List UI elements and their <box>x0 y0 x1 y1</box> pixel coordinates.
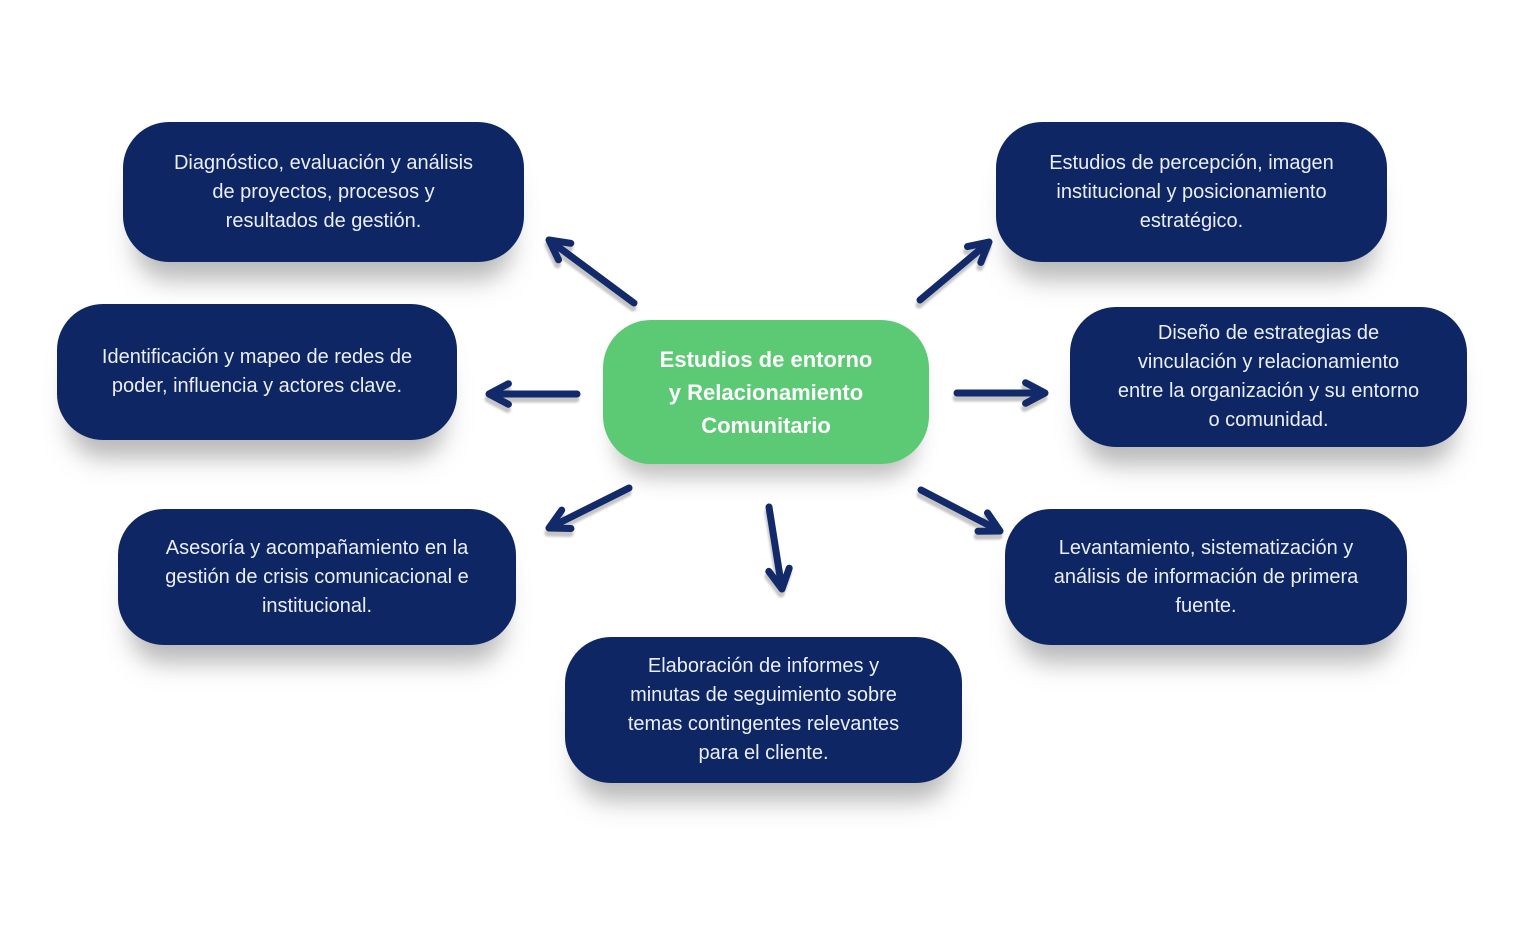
node-text <box>1049 149 1334 236</box>
node-text-line: análisis de información de primera <box>1053 565 1359 588</box>
node-text-line: Diagnóstico, evaluación y análisis <box>173 151 474 174</box>
arrow-right <box>957 383 1045 404</box>
node-text <box>174 149 473 236</box>
node-text-line: Levantamiento, sistematización y <box>1058 536 1354 559</box>
node-text <box>1118 319 1419 435</box>
node-asesoria-crisis <box>118 509 516 645</box>
node-text-line: poder, influencia y actores clave. <box>111 375 403 397</box>
node-text-line: Identificación y mapeo de redes de <box>101 346 413 368</box>
node-text-line: entre la organización y su entorno <box>1117 380 1420 402</box>
node-text <box>165 534 469 621</box>
node-central-estudios-entorno <box>603 320 929 464</box>
center-node-title <box>660 343 873 442</box>
node-text-line: temas contingentes relevantes <box>627 713 900 735</box>
arrow-top-left <box>549 240 634 303</box>
center-title-line: Estudios de entorno <box>659 346 873 372</box>
arrow-down <box>769 507 789 589</box>
node-text-line: de proyectos, procesos y <box>212 180 435 203</box>
node-text <box>628 652 899 768</box>
node-text-line: Asesoría y acompañamiento en la <box>165 536 469 559</box>
center-title-line: y Relacionamiento <box>668 379 864 405</box>
node-text-line: o comunidad. <box>1208 409 1329 431</box>
node-text-line: Elaboración de informes y <box>647 655 880 677</box>
node-text-line: Estudios de percepción, imagen <box>1049 151 1334 174</box>
node-text <box>102 343 412 401</box>
node-text-line: vinculación y relacionamiento <box>1137 351 1400 373</box>
arrow-bottom-right <box>921 490 1000 531</box>
node-text-line: Diseño de estrategias de <box>1157 322 1380 344</box>
arrow-bottom-left <box>549 488 629 529</box>
node-text <box>1054 534 1359 621</box>
node-diagnostico <box>123 122 524 262</box>
center-title-line: Comunitario <box>701 412 831 438</box>
node-text-line: institucional y posicionamiento <box>1056 180 1327 203</box>
node-estudios-percepcion <box>996 122 1387 262</box>
node-text-line: para el cliente. <box>698 742 829 764</box>
node-levantamiento <box>1005 509 1407 645</box>
node-text-line: estratégico. <box>1139 209 1244 232</box>
node-identificacion-mapeo <box>57 304 457 440</box>
node-elaboracion-informes <box>565 637 962 783</box>
node-text-line: gestión de crisis comunicacional e <box>165 565 469 588</box>
node-text-line: minutas de seguimiento sobre <box>630 684 897 706</box>
arrow-left <box>489 384 577 405</box>
arrow-top-right <box>920 242 989 300</box>
node-diseno-estrategias <box>1070 307 1467 447</box>
node-text-line: fuente. <box>1175 594 1237 617</box>
node-text-line: resultados de gestión. <box>225 209 422 232</box>
node-text-line: institucional. <box>261 594 373 617</box>
